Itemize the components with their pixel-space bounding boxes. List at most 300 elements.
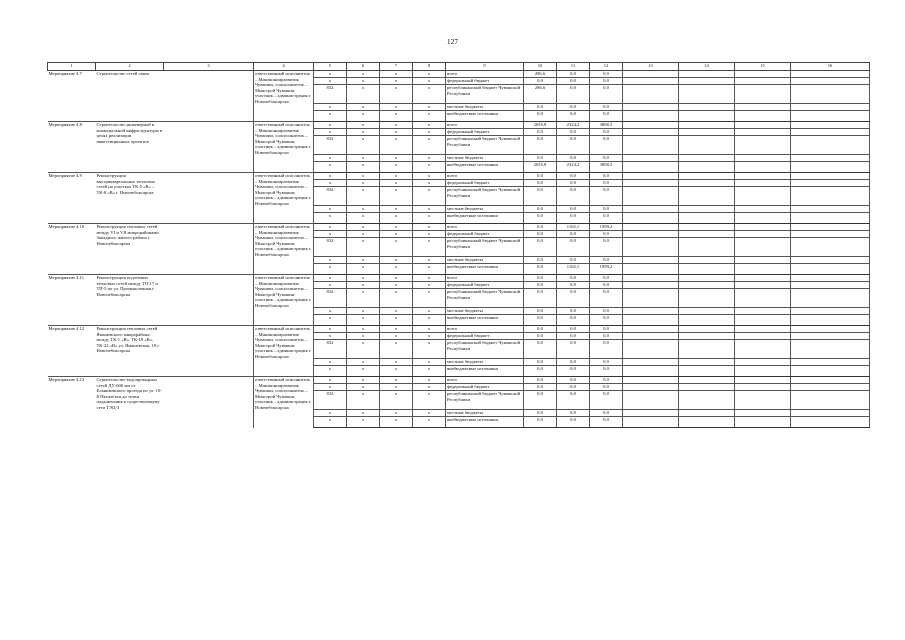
measure-label: Мероприятие 4.9 — [48, 173, 96, 224]
x-mark: x — [413, 417, 446, 428]
empty-cell — [679, 308, 735, 315]
funding-value: 0,0 — [557, 275, 590, 282]
empty-cell — [679, 122, 735, 129]
funding-source: республиканский бюджет Чувашской Республики — [446, 85, 524, 104]
empty-cell — [735, 289, 791, 308]
funding-source: внебюджетные источники — [446, 213, 524, 224]
measure-name: Строительство водопроводных сетей ДУ-600 мм от Ельниковского проезда по ул. 10-й Пятилетки до точки подключения к существующему сети ТЭЦ-3 — [96, 377, 164, 428]
funding-value: 0,0 — [557, 359, 590, 366]
funding-value: 0,0 — [557, 410, 590, 417]
funding-value: 0,0 — [557, 85, 590, 104]
funding-value: 0,0 — [557, 104, 590, 111]
x-mark: x — [314, 104, 347, 111]
empty-cell — [735, 104, 791, 111]
funding-value: 0,0 — [590, 315, 623, 326]
column-number-16: 16 — [791, 63, 870, 71]
funding-value: 0,0 — [590, 85, 623, 104]
funding-source: федеральный бюджет — [446, 384, 524, 391]
measure-name: Строительство инженерной и коммунальной инфраструктуры в целях реализации инвестиционных проектов — [96, 122, 164, 173]
column-number-9: 9 — [446, 63, 524, 71]
empty-cell — [735, 264, 791, 275]
budget-code: 832 — [314, 340, 347, 359]
x-mark: x — [380, 155, 413, 162]
program-table — [47, 62, 870, 428]
empty-cell — [791, 359, 870, 366]
empty-cell — [679, 155, 735, 162]
x-mark: x — [413, 326, 446, 333]
x-mark: x — [413, 206, 446, 213]
funding-value: 1999,2 — [590, 224, 623, 231]
empty-cell — [623, 289, 679, 308]
empty-cell — [623, 315, 679, 326]
x-mark: x — [314, 333, 347, 340]
x-mark: x — [413, 238, 446, 257]
empty-cell — [791, 173, 870, 180]
column-number-6: 6 — [347, 63, 380, 71]
x-mark: x — [314, 257, 347, 264]
x-mark: x — [347, 282, 380, 289]
funding-source: внебюджетные источники — [446, 264, 524, 275]
empty-cell — [735, 257, 791, 264]
x-mark: x — [380, 122, 413, 129]
budget-code: 832 — [314, 238, 347, 257]
empty-cell — [791, 308, 870, 315]
x-mark: x — [380, 162, 413, 173]
empty-cell — [623, 224, 679, 231]
x-mark: x — [314, 173, 347, 180]
funding-source: всего — [446, 224, 524, 231]
x-mark: x — [314, 231, 347, 238]
empty-cell — [791, 224, 870, 231]
funding-source: внебюджетные источники — [446, 366, 524, 377]
empty-cell — [735, 417, 791, 428]
funding-value: 0,0 — [590, 340, 623, 359]
empty-cell — [623, 136, 679, 155]
x-mark: x — [347, 78, 380, 85]
x-mark: x — [314, 71, 347, 78]
empty-cell — [164, 224, 254, 275]
x-mark: x — [347, 384, 380, 391]
funding-value: 2324,2 — [557, 162, 590, 173]
empty-cell — [623, 180, 679, 187]
empty-cell — [791, 384, 870, 391]
empty-cell — [679, 162, 735, 173]
x-mark: x — [380, 111, 413, 122]
x-mark: x — [413, 264, 446, 275]
x-mark: x — [413, 384, 446, 391]
funding-value: 0,0 — [557, 282, 590, 289]
empty-cell — [623, 391, 679, 410]
measure-name: Реконструкция подземных тепловых сетей между ТП-17 и ТП-5 по ул. Промышленная г. Новочебоксарска — [96, 275, 164, 326]
measure-executor: ответственный исполнитель – Минэкономразвития Чувашии, соисполнитель – Минстрой Чувашии, участник – администрация г. Новочебоксарска — [254, 377, 314, 428]
funding-value: 3808,3 — [590, 122, 623, 129]
x-mark: x — [413, 257, 446, 264]
empty-cell — [679, 282, 735, 289]
x-mark: x — [347, 85, 380, 104]
funding-value: 0,0 — [524, 264, 557, 275]
empty-cell — [791, 111, 870, 122]
x-mark: x — [314, 206, 347, 213]
funding-value: 0,0 — [590, 173, 623, 180]
x-mark: x — [347, 231, 380, 238]
funding-value: 0,0 — [590, 136, 623, 155]
funding-value: 0,0 — [590, 231, 623, 238]
x-mark: x — [413, 85, 446, 104]
funding-value: 0,0 — [557, 187, 590, 206]
empty-cell — [623, 129, 679, 136]
empty-cell — [679, 326, 735, 333]
column-number-3: 3 — [164, 63, 254, 71]
empty-cell — [679, 180, 735, 187]
x-mark: x — [413, 366, 446, 377]
x-mark: x — [314, 417, 347, 428]
x-mark: x — [347, 264, 380, 275]
funding-source: внебюджетные источники — [446, 315, 524, 326]
x-mark: x — [347, 180, 380, 187]
empty-cell — [623, 333, 679, 340]
page-number: 127 — [446, 37, 459, 46]
funding-value: 3808,3 — [590, 162, 623, 173]
empty-cell — [679, 224, 735, 231]
empty-cell — [623, 257, 679, 264]
empty-cell — [791, 333, 870, 340]
measure-row — [48, 122, 870, 129]
x-mark: x — [380, 78, 413, 85]
empty-cell — [623, 326, 679, 333]
x-mark: x — [347, 417, 380, 428]
x-mark: x — [413, 122, 446, 129]
funding-value: 0,0 — [557, 155, 590, 162]
measure-name: Реконструкция тепловых сетей Ямашевского микрорайона между ТК-1 «В», ТК-19 «В», ТК-22 «В» ул. Ямашевская, 18 г. Новочебоксарска — [96, 326, 164, 377]
budget-code: 832 — [314, 85, 347, 104]
measure-executor: ответственный исполнитель – Минэкономразвития Чувашии, соисполнитель – Минстрой Чувашии, участник – администрация г. Новочебоксарска — [254, 173, 314, 224]
empty-cell — [791, 289, 870, 308]
x-mark: x — [380, 289, 413, 308]
empty-cell — [623, 340, 679, 359]
funding-source: местные бюджеты — [446, 308, 524, 315]
measure-row — [48, 377, 870, 384]
x-mark: x — [380, 224, 413, 231]
x-mark: x — [380, 257, 413, 264]
empty-cell — [735, 391, 791, 410]
empty-cell — [735, 308, 791, 315]
x-mark: x — [347, 308, 380, 315]
funding-value: 0,0 — [590, 384, 623, 391]
empty-cell — [623, 231, 679, 238]
funding-value: 0,0 — [557, 257, 590, 264]
funding-value: 0,0 — [590, 111, 623, 122]
x-mark: x — [347, 71, 380, 78]
x-mark: x — [413, 340, 446, 359]
empty-cell — [679, 359, 735, 366]
column-number-14: 14 — [679, 63, 735, 71]
x-mark: x — [380, 238, 413, 257]
x-mark: x — [347, 326, 380, 333]
funding-source: федеральный бюджет — [446, 282, 524, 289]
x-mark: x — [413, 410, 446, 417]
empty-cell — [679, 391, 735, 410]
empty-cell — [623, 282, 679, 289]
x-mark: x — [413, 282, 446, 289]
funding-source: всего — [446, 275, 524, 282]
measure-label: Мероприятие 4.13 — [48, 377, 96, 428]
funding-source: внебюджетные источники — [446, 111, 524, 122]
empty-cell — [735, 410, 791, 417]
x-mark: x — [380, 333, 413, 340]
funding-value: 0,0 — [524, 206, 557, 213]
x-mark: x — [413, 187, 446, 206]
x-mark: x — [380, 308, 413, 315]
empty-cell — [623, 377, 679, 384]
empty-cell — [735, 173, 791, 180]
empty-cell — [679, 377, 735, 384]
x-mark: x — [314, 264, 347, 275]
empty-cell — [623, 162, 679, 173]
funding-source: республиканский бюджет Чувашской Республики — [446, 187, 524, 206]
x-mark: x — [314, 162, 347, 173]
x-mark: x — [380, 377, 413, 384]
funding-value: 1162,1 — [557, 264, 590, 275]
x-mark: x — [314, 111, 347, 122]
empty-cell — [679, 417, 735, 428]
x-mark: x — [314, 308, 347, 315]
funding-value: 2035,8 — [524, 122, 557, 129]
measure-label: Мероприятие 4.11 — [48, 275, 96, 326]
funding-value: 0,0 — [524, 257, 557, 264]
x-mark: x — [380, 173, 413, 180]
x-mark: x — [347, 206, 380, 213]
funding-value: 0,0 — [524, 231, 557, 238]
empty-cell — [164, 122, 254, 173]
measure-row — [48, 173, 870, 180]
column-number-4: 4 — [254, 63, 314, 71]
measure-executor: ответственный исполнитель – Минэкономразвития Чувашии, соисполнитель – Минстрой Чувашии, участник – администрация г. Новочебоксарска — [254, 122, 314, 173]
measure-label: Мероприятие 4.12 — [48, 326, 96, 377]
empty-cell — [791, 136, 870, 155]
measure-executor: ответственный исполнитель – Минэкономразвития Чувашии, соисполнитель – Минстрой Чувашии, участник – администрация г. Новочебоксарска — [254, 326, 314, 377]
funding-value: 286,6 — [524, 85, 557, 104]
funding-source: местные бюджеты — [446, 206, 524, 213]
measure-row — [48, 71, 870, 78]
funding-source: всего — [446, 122, 524, 129]
funding-value: 0,0 — [524, 410, 557, 417]
x-mark: x — [380, 213, 413, 224]
funding-value: 286,6 — [524, 71, 557, 78]
x-mark: x — [380, 410, 413, 417]
empty-cell — [679, 213, 735, 224]
funding-value: 0,0 — [524, 155, 557, 162]
x-mark: x — [347, 366, 380, 377]
funding-source: республиканский бюджет Чувашской Республики — [446, 340, 524, 359]
x-mark: x — [314, 78, 347, 85]
x-mark: x — [380, 71, 413, 78]
x-mark: x — [413, 162, 446, 173]
measure-label: Мероприятие 4.7 — [48, 71, 96, 122]
funding-value: 0,0 — [590, 417, 623, 428]
empty-cell — [679, 173, 735, 180]
x-mark: x — [314, 359, 347, 366]
funding-value: 0,0 — [524, 282, 557, 289]
measure-executor: ответственный исполнитель – Минэкономразвития Чувашии, соисполнитель – Минстрой Чувашии, участник – администрация г. Новочебоксарска — [254, 275, 314, 326]
empty-cell — [735, 359, 791, 366]
x-mark: x — [347, 155, 380, 162]
funding-value: 0,0 — [590, 275, 623, 282]
funding-value: 0,0 — [557, 238, 590, 257]
x-mark: x — [314, 122, 347, 129]
x-mark: x — [347, 213, 380, 224]
empty-cell — [791, 187, 870, 206]
empty-cell — [735, 377, 791, 384]
budget-code: 832 — [314, 289, 347, 308]
empty-cell — [735, 155, 791, 162]
empty-cell — [791, 391, 870, 410]
column-number-13: 13 — [623, 63, 679, 71]
x-mark: x — [413, 213, 446, 224]
funding-value: 0,0 — [524, 417, 557, 428]
funding-value: 0,0 — [524, 315, 557, 326]
funding-value: 0,0 — [590, 206, 623, 213]
funding-value: 0,0 — [524, 111, 557, 122]
funding-source: местные бюджеты — [446, 155, 524, 162]
empty-cell — [735, 78, 791, 85]
measure-row — [48, 224, 870, 231]
funding-value: 0,0 — [590, 78, 623, 85]
empty-cell — [623, 238, 679, 257]
empty-cell — [623, 366, 679, 377]
empty-cell — [791, 326, 870, 333]
x-mark: x — [413, 104, 446, 111]
funding-value: 0,0 — [590, 366, 623, 377]
funding-source: внебюджетные источники — [446, 162, 524, 173]
funding-value: 0,0 — [557, 366, 590, 377]
x-mark: x — [314, 129, 347, 136]
funding-value: 0,0 — [590, 377, 623, 384]
empty-cell — [791, 162, 870, 173]
funding-source: всего — [446, 173, 524, 180]
empty-cell — [623, 417, 679, 428]
x-mark: x — [413, 231, 446, 238]
empty-cell — [623, 275, 679, 282]
empty-cell — [623, 71, 679, 78]
x-mark: x — [413, 275, 446, 282]
funding-value: 0,0 — [557, 340, 590, 359]
measure-row — [48, 326, 870, 333]
x-mark: x — [314, 377, 347, 384]
column-number-15: 15 — [735, 63, 791, 71]
funding-value: 0,0 — [557, 289, 590, 308]
empty-cell — [679, 136, 735, 155]
header-row — [48, 63, 870, 71]
empty-cell — [791, 410, 870, 417]
empty-cell — [164, 326, 254, 377]
x-mark: x — [380, 366, 413, 377]
x-mark: x — [347, 289, 380, 308]
funding-value: 0,0 — [524, 136, 557, 155]
x-mark: x — [347, 359, 380, 366]
funding-value: 0,0 — [590, 71, 623, 78]
funding-value: 0,0 — [590, 308, 623, 315]
x-mark: x — [347, 129, 380, 136]
empty-cell — [791, 104, 870, 111]
funding-value: 0,0 — [557, 78, 590, 85]
x-mark: x — [380, 275, 413, 282]
funding-value: 0,0 — [590, 155, 623, 162]
funding-value: 0,0 — [557, 417, 590, 428]
x-mark: x — [347, 275, 380, 282]
x-mark: x — [347, 340, 380, 359]
x-mark: x — [413, 224, 446, 231]
empty-cell — [735, 180, 791, 187]
empty-cell — [679, 257, 735, 264]
x-mark: x — [347, 136, 380, 155]
x-mark: x — [347, 238, 380, 257]
empty-cell — [679, 71, 735, 78]
funding-source: республиканский бюджет Чувашской Республики — [446, 238, 524, 257]
empty-cell — [791, 206, 870, 213]
measure-label: Мероприятие 4.8 — [48, 122, 96, 173]
funding-value: 0,0 — [590, 410, 623, 417]
empty-cell — [623, 206, 679, 213]
x-mark: x — [413, 78, 446, 85]
funding-value: 0,0 — [557, 377, 590, 384]
funding-value: 0,0 — [590, 187, 623, 206]
x-mark: x — [413, 173, 446, 180]
x-mark: x — [347, 333, 380, 340]
funding-value: 0,0 — [590, 238, 623, 257]
empty-cell — [735, 136, 791, 155]
empty-cell — [679, 333, 735, 340]
funding-source: республиканский бюджет Чувашской Республики — [446, 391, 524, 410]
x-mark: x — [413, 111, 446, 122]
empty-cell — [164, 377, 254, 428]
funding-value: 0,0 — [590, 289, 623, 308]
funding-value: 0,0 — [557, 315, 590, 326]
empty-cell — [679, 85, 735, 104]
empty-cell — [679, 78, 735, 85]
empty-cell — [679, 238, 735, 257]
x-mark: x — [380, 85, 413, 104]
x-mark: x — [314, 410, 347, 417]
empty-cell — [679, 206, 735, 213]
empty-cell — [735, 213, 791, 224]
funding-source: федеральный бюджет — [446, 129, 524, 136]
x-mark: x — [314, 326, 347, 333]
empty-cell — [623, 410, 679, 417]
budget-code: 832 — [314, 187, 347, 206]
x-mark: x — [380, 206, 413, 213]
x-mark: x — [314, 275, 347, 282]
x-mark: x — [380, 417, 413, 428]
funding-source: всего — [446, 71, 524, 78]
empty-cell — [735, 85, 791, 104]
funding-source: местные бюджеты — [446, 104, 524, 111]
x-mark: x — [380, 264, 413, 275]
funding-value: 0,0 — [557, 384, 590, 391]
x-mark: x — [347, 391, 380, 410]
column-number-12: 12 — [590, 63, 623, 71]
funding-source: всего — [446, 377, 524, 384]
column-number-7: 7 — [380, 63, 413, 71]
empty-cell — [623, 187, 679, 206]
funding-source: местные бюджеты — [446, 410, 524, 417]
empty-cell — [679, 384, 735, 391]
empty-cell — [791, 231, 870, 238]
funding-value: 0,0 — [557, 173, 590, 180]
funding-value: 2035,8 — [524, 162, 557, 173]
empty-cell — [791, 264, 870, 275]
funding-value: 0,0 — [590, 129, 623, 136]
budget-code: 832 — [314, 136, 347, 155]
